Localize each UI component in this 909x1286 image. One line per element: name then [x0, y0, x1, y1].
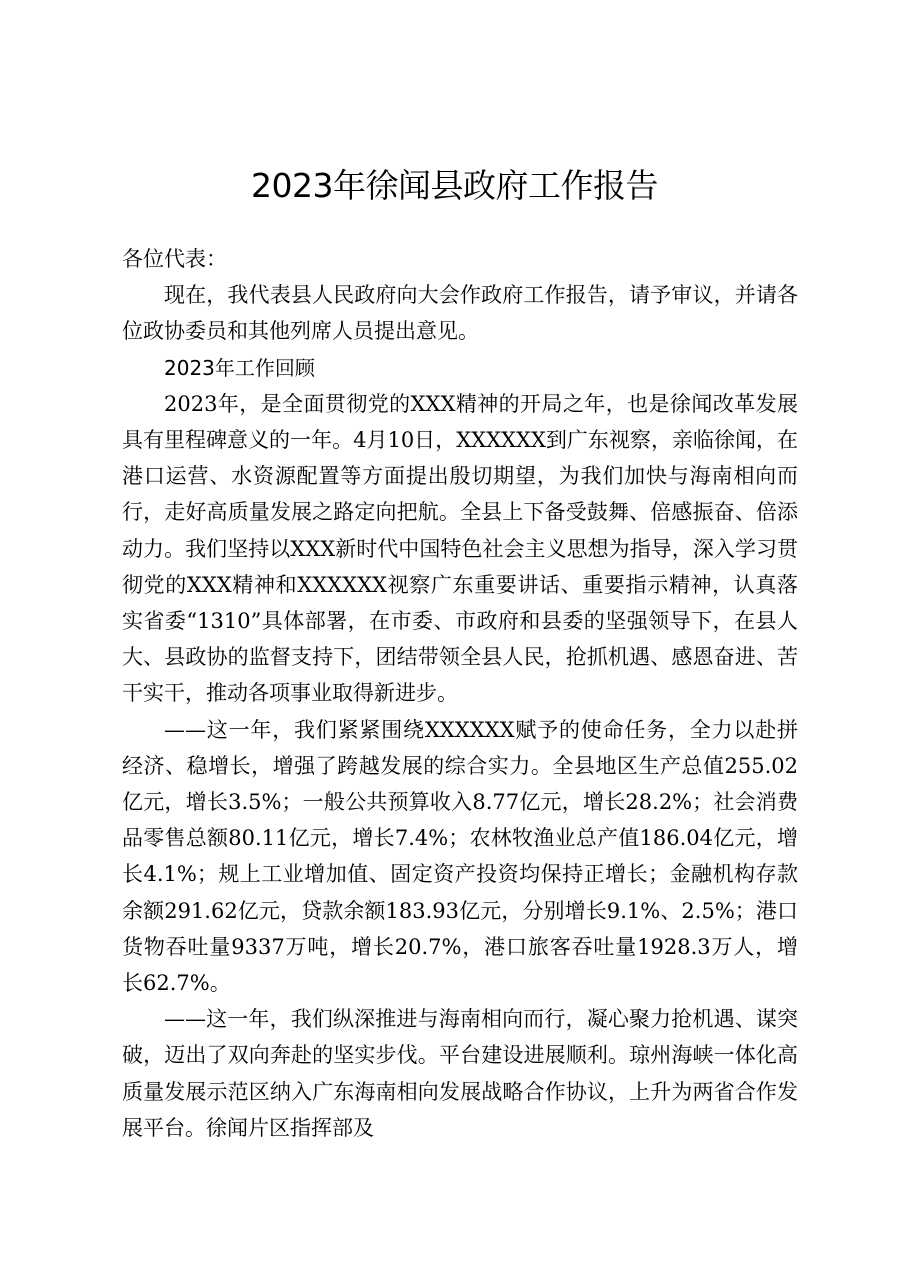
document-title: 2023年徐闻县政府工作报告 [251, 166, 658, 205]
salutation: 各位代表： [122, 247, 227, 271]
body-paragraph: ——这一年，我们纵深推进与海南相向而行，凝心聚力抢机遇、谋突破，迈出了双向奔赴的坚实步伐。平台建设进展顺利。琼州海峡一体化高质量发展示范区纳入广东海南相向发展战略合作协议，上升为两省合作发展平台。徐闻片区指挥部及 [122, 1007, 798, 1140]
section-heading: 2023年工作回顾 [164, 355, 315, 380]
body-paragraph: ——这一年，我们紧紧围绕XXXXXX赋予的使命任务，全力以赴拼经济、稳增长，增强了跨越发展的综合实力。全县地区生产总值255.02亿元，增长3.5%；一般公共预算收入8.77亿元，增长28.2%；社会消费品零售总额80.11亿元，增长7.4%；农林牧渔业总产值186.04亿元，增长4.1%；规上工业增加值、固定资产投资均保持正增长；金融机构存款余额291.62亿元，贷款余额183.93亿元，分别增长9.1%、2.5%；港口货物吞吐量9337万吨，增长20.7%，港口旅客吞吐量1928.3万人，增长62.7%。 [122, 717, 798, 996]
opening-paragraph: 现在，我代表县人民政府向大会作政府工作报告，请予审议，并请各位政协委员和其他列席人员提出意见。 [122, 283, 798, 344]
document-body [122, 241, 798, 1146]
body-paragraph: 2023年，是全面贯彻党的XXX精神的开局之年，也是徐闻改革发展具有里程碑意义的一年。4月10日，XXXXXX到广东视察，亲临徐闻，在港口运营、水资源配置等方面提出殷切期望，为我们加快与海南相向而行，走好高质量发展之路定向把航。全县上下备受鼓舞、倍感振奋、倍添动力。我们坚持以XXX新时代中国特色社会主义思想为指导，深入学习贯彻党的XXX精神和XXXXXX视察广东重要讲话、重要指示精神，认真落实省委“1310”具体部署，在市委、市政府和县委的坚强领导下，在县人大、县政协的监督支持下，团结带领全县人民，抢抓机遇、感恩奋进、苦干实干，推动各项事业取得新进步。 [122, 391, 798, 706]
